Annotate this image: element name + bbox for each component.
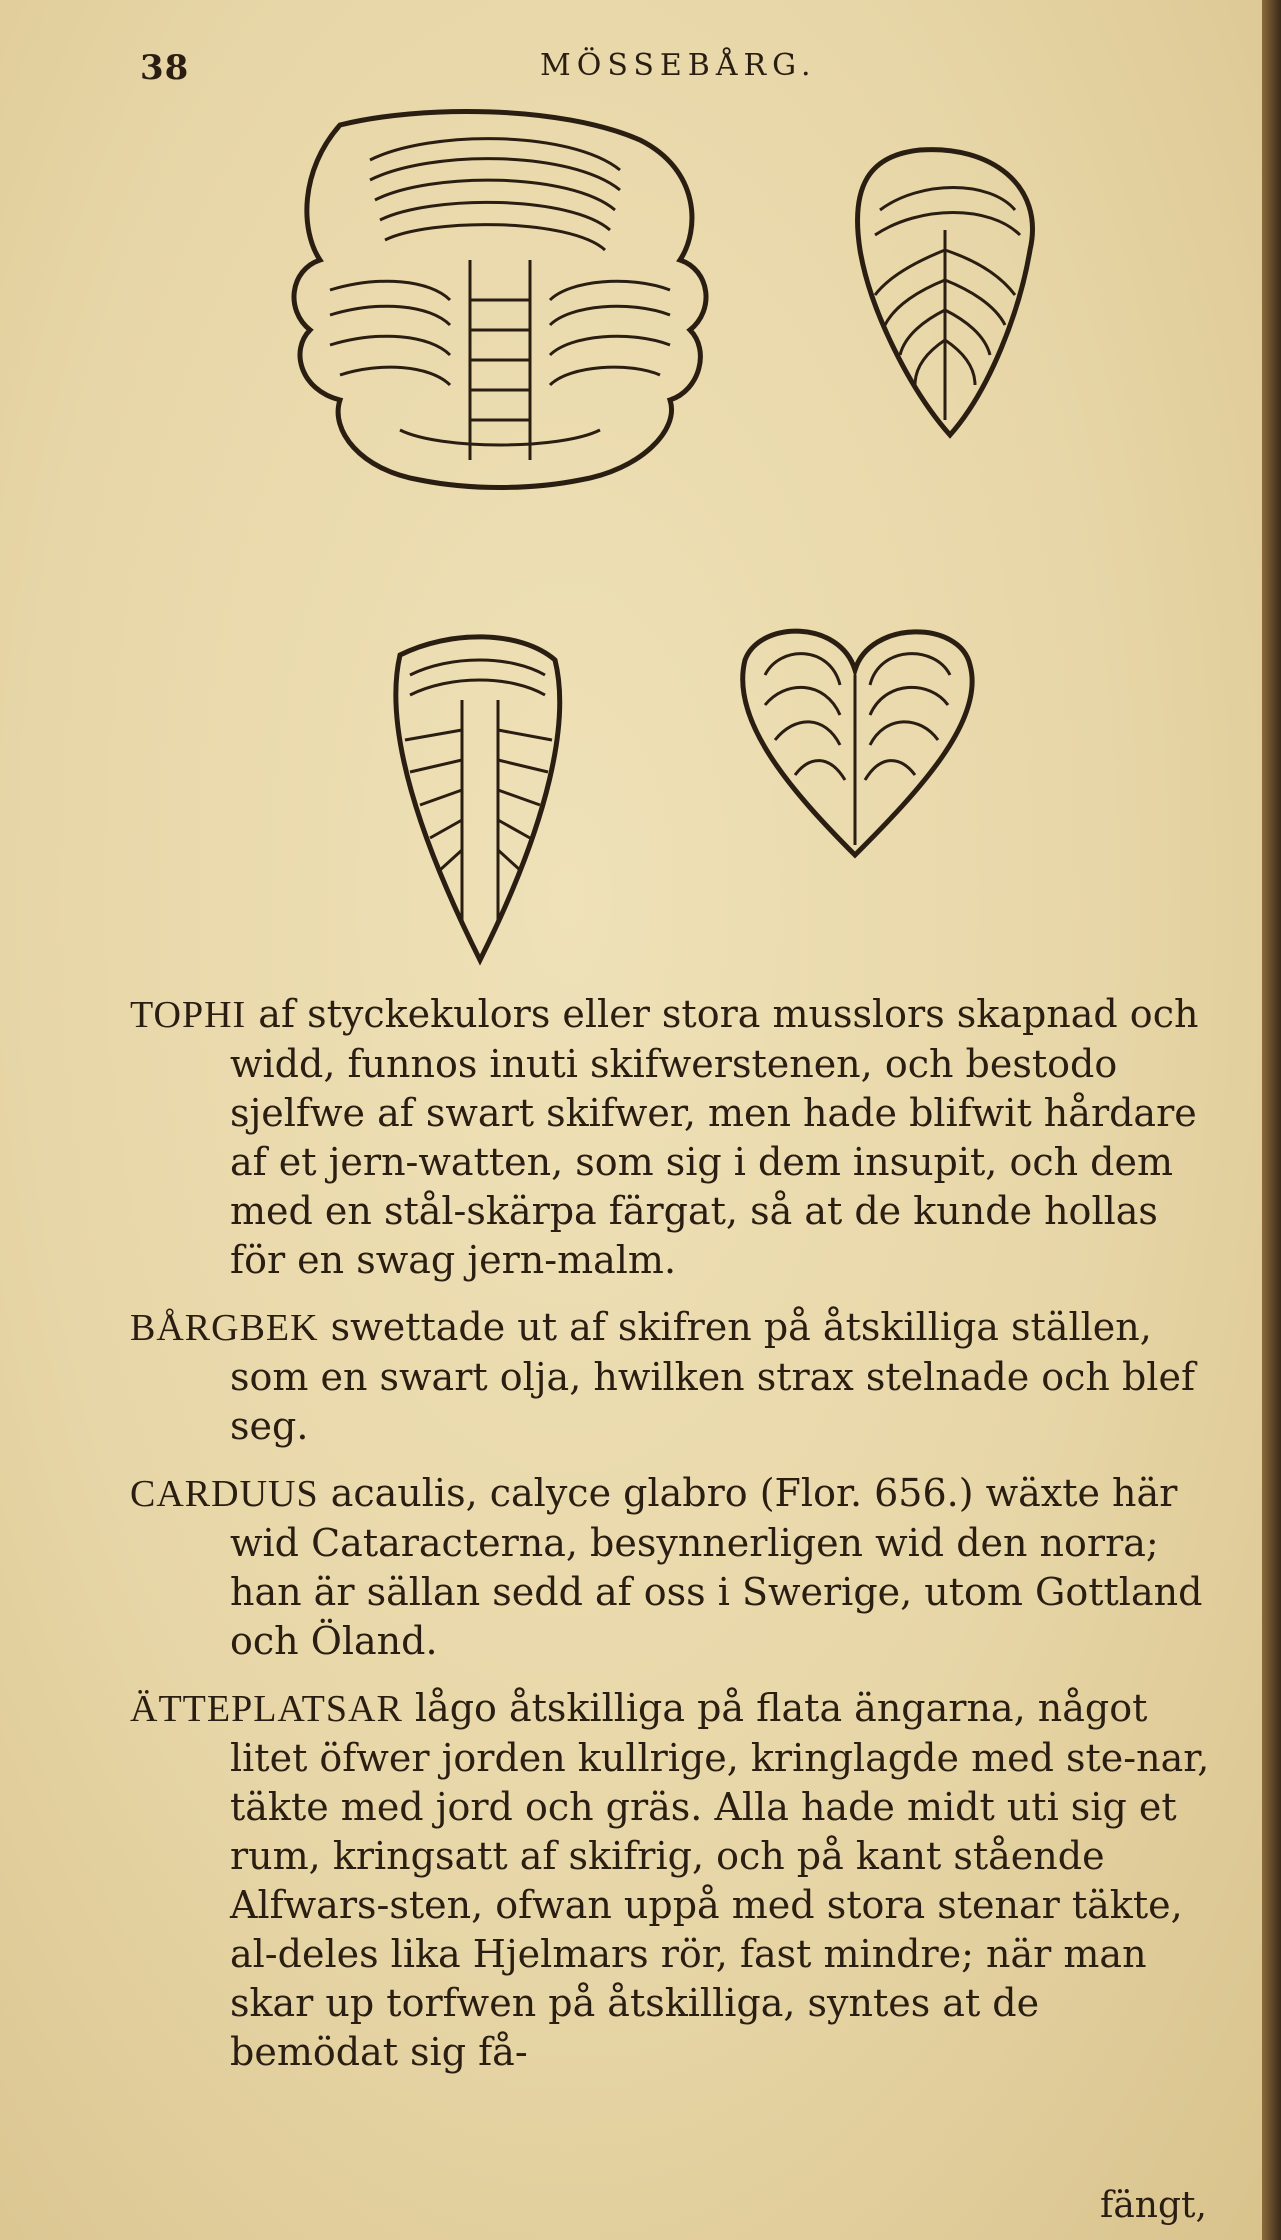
entry-body: lågo åtskilliga på flata ängarna, något litet öfwer jorden kullrige, kringlagde med ste-nar, täkte med jord och gräs. Alla hade midt uti sig et rum, kringsatt af skifrig, och på kant stående Alfwars-sten, ofwan uppå med stora stenar täkte, al-deles lika Hjelmars rör, fast mindre; när man skar up torfwen på åtskilliga, syntes at de bemödat sig få- bbox=[230, 1686, 1210, 2074]
page-number: 38 bbox=[140, 48, 190, 88]
entry-body: swettade ut af skifren på åtskilliga ställen, som en swart olja, hwilken strax stelnade och blef seg. bbox=[230, 1305, 1196, 1448]
book-spine bbox=[1262, 0, 1281, 2240]
catchword: fängt, bbox=[1100, 2185, 1207, 2226]
fossil-figure-elongated bbox=[396, 637, 560, 960]
fossil-figure-large-lobed bbox=[294, 111, 706, 487]
fossil-figure-pointed-oval bbox=[858, 150, 1033, 435]
entry-body: acaulis, calyce glabro (Flor. 656.) wäxte här wid Cataracterna, besynnerligen wid den norra; han är sällan sedd af oss i Swerige, utom Gottland och Öland. bbox=[230, 1471, 1203, 1663]
entry-body: af styckekulors eller stora musslors skapnad och widd, funnos inuti skifwerstenen, och bestodo sjelfwe af swart skifwer, men hade blifwit hårdare af et jern-watten, som sig i dem insupit, och dem med en stål-skärpa färgat, så at de kunde hollas för en swag jern-malm. bbox=[230, 992, 1199, 1282]
entry-head: BÅRGBEK bbox=[130, 1307, 319, 1349]
entry-bargbek bbox=[130, 1303, 1210, 1451]
entry-tophi bbox=[130, 990, 1210, 1285]
fossil-figure-heart bbox=[743, 631, 973, 855]
entry-head: CARDUUS bbox=[130, 1473, 319, 1515]
entry-head: ÄTTEPLATSAR bbox=[130, 1688, 403, 1730]
fossil-plate-illustration bbox=[0, 100, 1262, 980]
main-text bbox=[130, 990, 1210, 2095]
entry-carduus bbox=[130, 1469, 1210, 1666]
entry-atteplatsar bbox=[130, 1684, 1210, 2077]
running-head: MÖSSEBÅRG. bbox=[540, 48, 817, 83]
entry-head: TOPHI bbox=[130, 994, 247, 1036]
